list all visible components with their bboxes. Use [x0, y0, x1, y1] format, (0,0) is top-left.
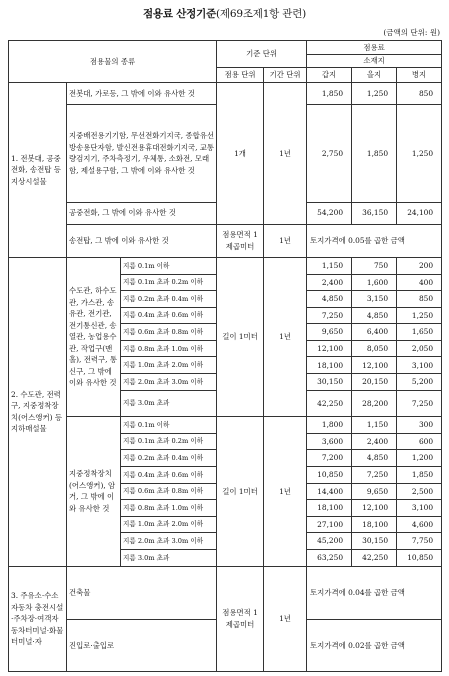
size-label: 지름 0.2m 초과 0.4m 이하 — [121, 450, 217, 467]
fee-note: 토지가격에 0.04를 곱한 금액 — [307, 566, 442, 619]
fee-byeong: 600 — [397, 433, 442, 450]
fee-eul: 6,400 — [352, 324, 397, 341]
fee-eul: 4,850 — [352, 450, 397, 467]
fee-byeong: 2,500 — [397, 483, 442, 500]
fee-eul: 9,650 — [352, 483, 397, 500]
header-basis: 기준 단위 — [217, 41, 307, 68]
fee-byeong: 24,100 — [397, 202, 442, 224]
table-row — [9, 224, 442, 257]
fee-gap: 1,150 — [307, 257, 352, 274]
size-label: 지름 3.0m 초과 — [121, 390, 217, 417]
fee-gap: 1,800 — [307, 417, 352, 434]
size-label: 지름 0.4m 초과 0.6m 이하 — [121, 307, 217, 324]
fee-gap: 7,250 — [307, 307, 352, 324]
row-name: 송전탑, 그 밖에 이와 유사한 것 — [67, 224, 217, 257]
table-row — [9, 83, 442, 105]
header-byeong: 병지 — [397, 68, 442, 83]
fee-byeong: 2,050 — [397, 340, 442, 357]
fee-byeong: 4,600 — [397, 516, 442, 533]
fee-gap: 30,150 — [307, 374, 352, 391]
size-label: 지름 3.0m 초과 — [121, 549, 217, 566]
period-unit: 1년 — [264, 566, 307, 671]
fee-byeong: 7,750 — [397, 533, 442, 550]
fee-byeong: 5,200 — [397, 374, 442, 391]
unit-note: (금액의 단위: 원) — [383, 28, 440, 37]
fee-eul: 7,250 — [352, 467, 397, 484]
size-label: 지름 0.8m 초과 1.0m 이하 — [121, 500, 217, 517]
fee-eul: 18,100 — [352, 516, 397, 533]
fee-eul: 30,150 — [352, 533, 397, 550]
section2-sub-a: 수도관, 하수도관, 가스관, 송유관, 전기관, 전기통신관, 송열관, 농업용수관, 작업구(맨홀), 전력구, 통신구, 그 밖에 이와 유사한 것 — [67, 257, 121, 416]
period-unit: 1년 — [264, 224, 307, 257]
section2-sub-b: 지중정착장치(어스앵커), 암거, 그 밖에 이와 유사한 것 — [67, 417, 121, 566]
fee-eul: 750 — [352, 257, 397, 274]
fee-byeong: 3,100 — [397, 500, 442, 517]
fee-eul: 1,600 — [352, 274, 397, 291]
header-kinds: 점용물의 종류 — [9, 41, 217, 83]
fee-gap: 12,100 — [307, 340, 352, 357]
title-sub: (제69조제1항 관련) — [216, 8, 307, 20]
title-main: 점용료 산정기준 — [142, 8, 217, 20]
fee-gap: 1,850 — [307, 83, 352, 105]
header-fee: 점용료 — [307, 41, 442, 55]
size-label: 지름 1.0m 초과 2.0m 이하 — [121, 516, 217, 533]
header-eul: 을지 — [352, 68, 397, 83]
size-label: 지름 2.0m 초과 3.0m 이하 — [121, 533, 217, 550]
fee-eul: 36,150 — [352, 202, 397, 224]
fee-eul: 12,100 — [352, 357, 397, 374]
size-label: 지름 1.0m 초과 2.0m 이하 — [121, 357, 217, 374]
size-label: 지름 2.0m 초과 3.0m 이하 — [121, 374, 217, 391]
table-row — [9, 257, 442, 274]
table-row — [9, 566, 442, 619]
fee-gap: 63,250 — [307, 549, 352, 566]
header-occupancy-unit: 점용 단위 — [217, 68, 264, 83]
size-label: 지름 0.1m 초과 0.2m 이하 — [121, 433, 217, 450]
fee-byeong: 1,850 — [397, 467, 442, 484]
size-label: 지름 0.2m 초과 0.4m 이하 — [121, 291, 217, 308]
fee-gap: 45,200 — [307, 533, 352, 550]
table-row — [9, 417, 442, 434]
occupancy-unit: 점용면적 1제곱미터 — [217, 224, 264, 257]
fee-eul: 1,250 — [352, 83, 397, 105]
occupancy-unit: 길이 1미터 — [217, 257, 264, 416]
section2-category: 2. 수도관, 전력구, 지중정착장치(어스앵커) 등 지하매설물 — [9, 257, 67, 566]
occupancy-unit: 길이 1미터 — [217, 417, 264, 566]
fee-gap: 14,400 — [307, 483, 352, 500]
header-gap: 갑지 — [307, 68, 352, 83]
fee-byeong: 850 — [397, 83, 442, 105]
fee-eul: 28,200 — [352, 390, 397, 417]
fee-byeong: 7,250 — [397, 390, 442, 417]
fee-byeong: 1,250 — [397, 105, 442, 202]
fee-eul: 3,150 — [352, 291, 397, 308]
fee-gap: 27,100 — [307, 516, 352, 533]
fee-eul: 1,150 — [352, 417, 397, 434]
section1-category: 1. 전봇대, 공중전화, 송전탑 등 지상시설물 — [9, 83, 67, 258]
fee-eul: 42,250 — [352, 549, 397, 566]
fee-gap: 54,200 — [307, 202, 352, 224]
row-name: 건축물 — [67, 566, 217, 619]
row-name: 전봇대, 가로등, 그 밖에 이와 유사한 것 — [67, 83, 217, 105]
fee-eul: 2,400 — [352, 433, 397, 450]
fee-eul: 4,850 — [352, 307, 397, 324]
fee-byeong: 400 — [397, 274, 442, 291]
fee-note: 토지가격에 0.02를 곱한 금액 — [307, 619, 442, 671]
fee-gap: 18,100 — [307, 500, 352, 517]
fee-gap: 4,850 — [307, 291, 352, 308]
fee-gap: 2,400 — [307, 274, 352, 291]
fee-byeong: 1,650 — [397, 324, 442, 341]
period-unit: 1년 — [264, 83, 307, 225]
period-unit: 1년 — [264, 257, 307, 416]
fee-eul: 20,150 — [352, 374, 397, 391]
fee-byeong: 10,850 — [397, 549, 442, 566]
fee-gap: 3,600 — [307, 433, 352, 450]
row-name: 진입로·출입로 — [67, 619, 217, 671]
size-label: 지름 0.1m 이하 — [121, 417, 217, 434]
occupancy-unit: 점용면적 1제곱미터 — [217, 566, 264, 671]
header-period-unit: 기간 단위 — [264, 68, 307, 83]
fee-byeong: 200 — [397, 257, 442, 274]
size-label: 지름 0.4m 초과 0.6m 이하 — [121, 467, 217, 484]
section3-category: 3. 주유소·수소자동차 충전시설·주차장·여객자동차터미널·화물터미널·자 — [9, 566, 67, 671]
header-region: 소재지 — [307, 55, 442, 68]
fee-byeong: 1,200 — [397, 450, 442, 467]
fee-gap: 10,850 — [307, 467, 352, 484]
size-label: 지름 0.6m 초과 0.8m 이하 — [121, 483, 217, 500]
size-label: 지름 0.1m 이하 — [121, 257, 217, 274]
fee-gap: 42,250 — [307, 390, 352, 417]
fee-eul: 8,050 — [352, 340, 397, 357]
row-name: 공중전화, 그 밖에 이와 유사한 것 — [67, 202, 217, 224]
fee-byeong: 300 — [397, 417, 442, 434]
document-title — [0, 6, 449, 21]
fee-note: 토지가격에 0.05를 곱한 금액 — [307, 224, 442, 257]
fee-gap: 2,750 — [307, 105, 352, 202]
fee-gap: 7,200 — [307, 450, 352, 467]
fee-byeong: 3,100 — [397, 357, 442, 374]
fee-byeong: 850 — [397, 291, 442, 308]
row-name: 지중배전용기기함, 무선전화기지국, 종합유선방송용단자함, 발신전용휴대전화기지국, 교통량검지기, 주차측정기, 우체통, 소화전, 모래함, 제설용구함, 그 밖에 이와 유사한 것 — [67, 105, 217, 202]
occupancy-unit: 1개 — [217, 83, 264, 225]
fee-table — [8, 40, 442, 672]
fee-eul: 12,100 — [352, 500, 397, 517]
fee-gap: 9,650 — [307, 324, 352, 341]
period-unit: 1년 — [264, 417, 307, 566]
fee-eul: 1,850 — [352, 105, 397, 202]
size-label: 지름 0.6m 초과 0.8m 이하 — [121, 324, 217, 341]
size-label: 지름 0.1m 초과 0.2m 이하 — [121, 274, 217, 291]
fee-gap: 18,100 — [307, 357, 352, 374]
fee-byeong: 1,250 — [397, 307, 442, 324]
size-label: 지름 0.8m 초과 1.0m 이하 — [121, 340, 217, 357]
